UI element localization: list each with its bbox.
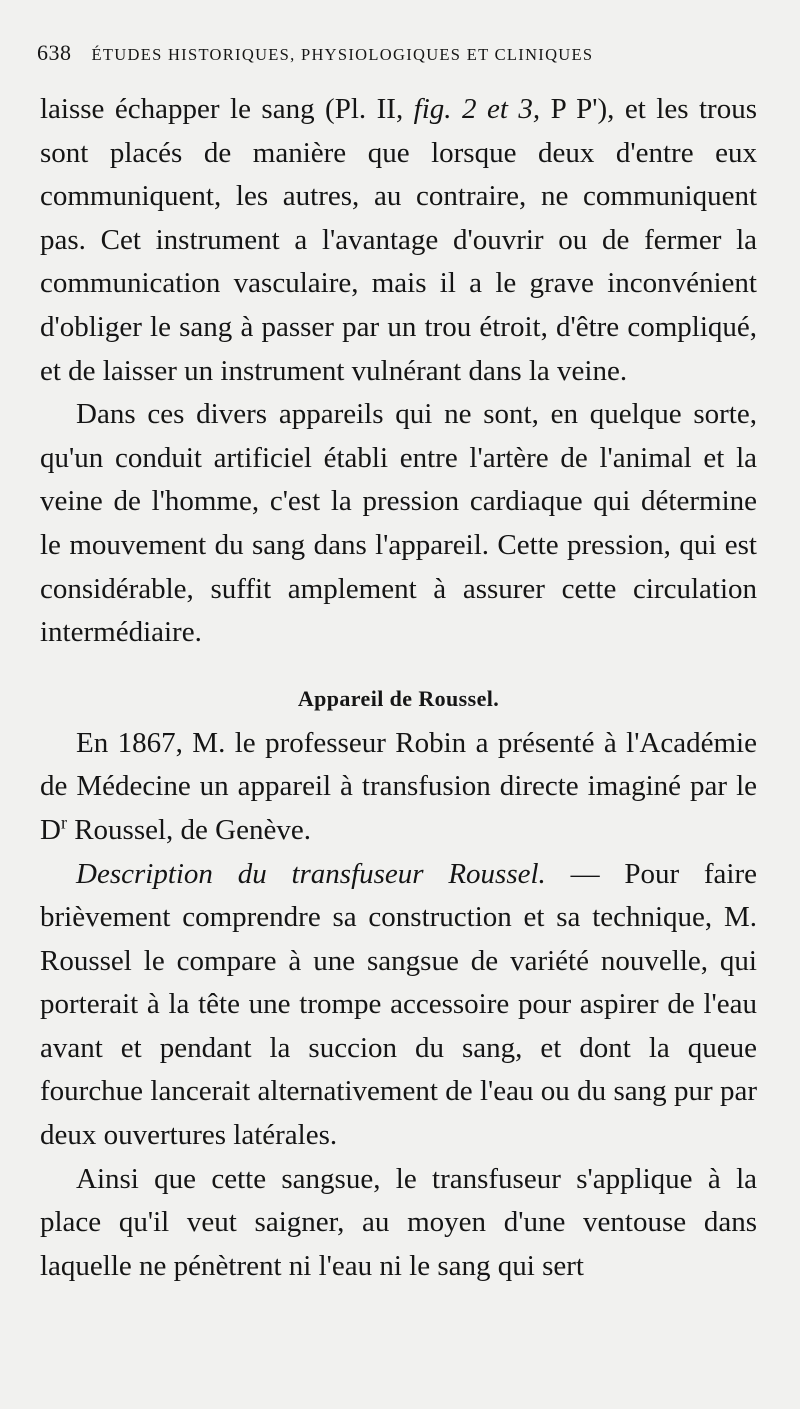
- body-text: [40, 88, 757, 1288]
- paragraph: [40, 722, 757, 853]
- paragraph-continued: [40, 88, 757, 393]
- paragraph-text: Roussel, de Genève.: [66, 813, 311, 846]
- paragraph-text: — Pour faire brièvement comprendre sa construction et sa technique, M. Roussel le compare à une sangsue de variété nouvelle, qui porterait à la tête une trompe accessoire pour aspirer de l'eau avant et pendant la succion du sang, et dont la queue fourchue lancerait alternativement de l'eau ou du sang pur par deux ouvertures latérales.: [40, 857, 757, 1152]
- paragraph: Ainsi que cette sangsue, le transfuseur s'applique à la place qu'il veut saigner, au moyen d'une ventouse dans laquelle ne pénètrent ni l'eau ni le sang qui sert: [40, 1162, 757, 1282]
- italic-lead-in: Description du transfuseur Roussel.: [76, 857, 546, 890]
- paragraph-text: laisse échapper le sang (Pl. II,: [40, 93, 414, 125]
- page-number: 638: [37, 40, 72, 65]
- paragraph-text: En 1867, M. le professeur Robin a présenté à l'Académie de Médecine un appareil à transfusion directe imaginé par le D: [40, 726, 757, 846]
- figure-reference: fig. 2 et 3,: [413, 93, 541, 125]
- paragraph-text: P P'), et les trous sont placés de manière que lorsque deux d'entre eux communiquent, les autres, au contraire, ne communiquent pas. Cet instrument a l'avantage d'ouvrir ou de fermer la communication vasculaire, mais il a le grave inconvénient d'obliger le sang à passer par un trou étroit, d'être compliqué, et de laisser un instrument vulnérant dans la veine.: [40, 93, 757, 387]
- paragraph: [40, 853, 757, 1158]
- page-header: [37, 40, 760, 70]
- running-title: ÉTUDES HISTORIQUES, PHYSIOLOGIQUES ET CLINIQUES: [91, 45, 594, 64]
- section-heading: Appareil de Roussel.: [297, 685, 500, 711]
- superscript: r: [60, 812, 67, 833]
- paragraph: Dans ces divers appareils qui ne sont, en quelque sorte, qu'un conduit artificiel établi entre l'artère de l'animal et la veine de l'homme, c'est la pression cardiaque qui détermine le mouvement du sang dans l'appareil. Cette pression, qui est considérable, suffit amplement à assurer cette circulation intermédiaire.: [40, 398, 757, 649]
